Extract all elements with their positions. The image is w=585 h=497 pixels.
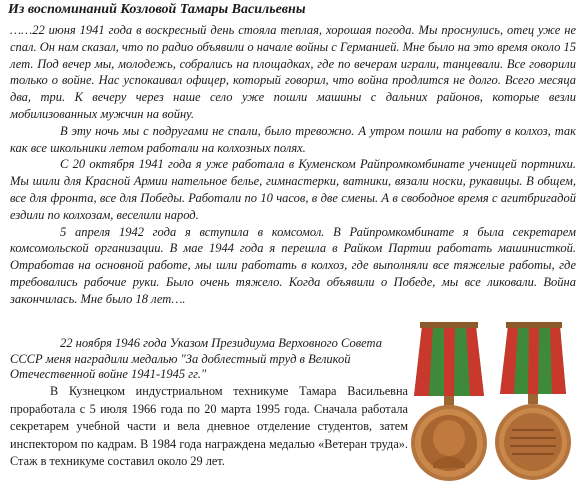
medal-valiant-labour-icon — [411, 322, 487, 481]
document-title: Из воспоминаний Козловой Тамары Васильевны — [8, 2, 306, 17]
paragraph-4: 5 апреля 1942 года я вступила в комсомол. В Райпромкомбинате я была секретарем комсомольской организации. В мае 1944 года я перешла в Райком Партии работать машинисткой. Отработав на основной работе, мы шли работать в колхоз, где выполняли все тяжелые работы, где требовались рабочие руки. Было очень тяжело. Когда объявили о Победе, мы все ликовали. Война закончилась. Мне было 18 лет…. — [10, 224, 576, 306]
paragraph-1: ……22 июня 1941 года в воскресный день стояла теплая, хорошая погода. Мы проснулись, отец уже не спал. Он нам сказал, что по радио объявили о начале войны с Германией. Мне было на это время около 15 лет. Под вечер мы, молодежь, собрались на площадках, где по вечерам играли, танцевали. Все говорили только о войне. Нас успокаивал офицер, который говорил, что война продлится не долго. Всего месяца два, три. К вечеру через наше село уже пошли машины с дальних районов, которые везли мобилизованных мужчин на войну. — [10, 23, 576, 121]
career-paragraph: В Кузнецком индустриальном техникуме Тамара Васильевна проработала с 5 июля 1966 года по 20 марта 1995 года. Сначала работала секретарем учебной части и вела дневное отделение студентов, затем инспектором по кадрам. В 1984 года награждена медалью «Ветеран труда». Стаж в техникуме составил около 29 лет. — [10, 384, 408, 469]
memoir-italic-text — [10, 22, 576, 308]
medals-photo — [400, 318, 585, 497]
paragraph-2: В эту ночь мы с подругами не спали, было тревожно. А утром пошли на работу в колхоз, так как все школьники летом работали на колхозных полях. — [10, 123, 576, 155]
medal-valiant-labour-reverse-icon — [495, 322, 571, 480]
award-paragraph: 22 ноября 1946 года Указом Президиума Верховного Совета СССР меня наградили медалью "За доблестный труд в Великой Отечественной войне 1941-1945 гг." — [10, 336, 382, 382]
paragraph-3: С 20 октября 1941 года я уже работала в Куменском Райпромкомбинате ученицей портнихи. Мы шили для Красной Армии нательное белье, гимнастерки, ватники, вязали носки, рукавицы. В общем, все для фронта, все для Победы. Работали по 10 часов, в две смены. А в свободное время с агитбригадой ездили по колхозам, веселили народ. — [10, 157, 576, 222]
